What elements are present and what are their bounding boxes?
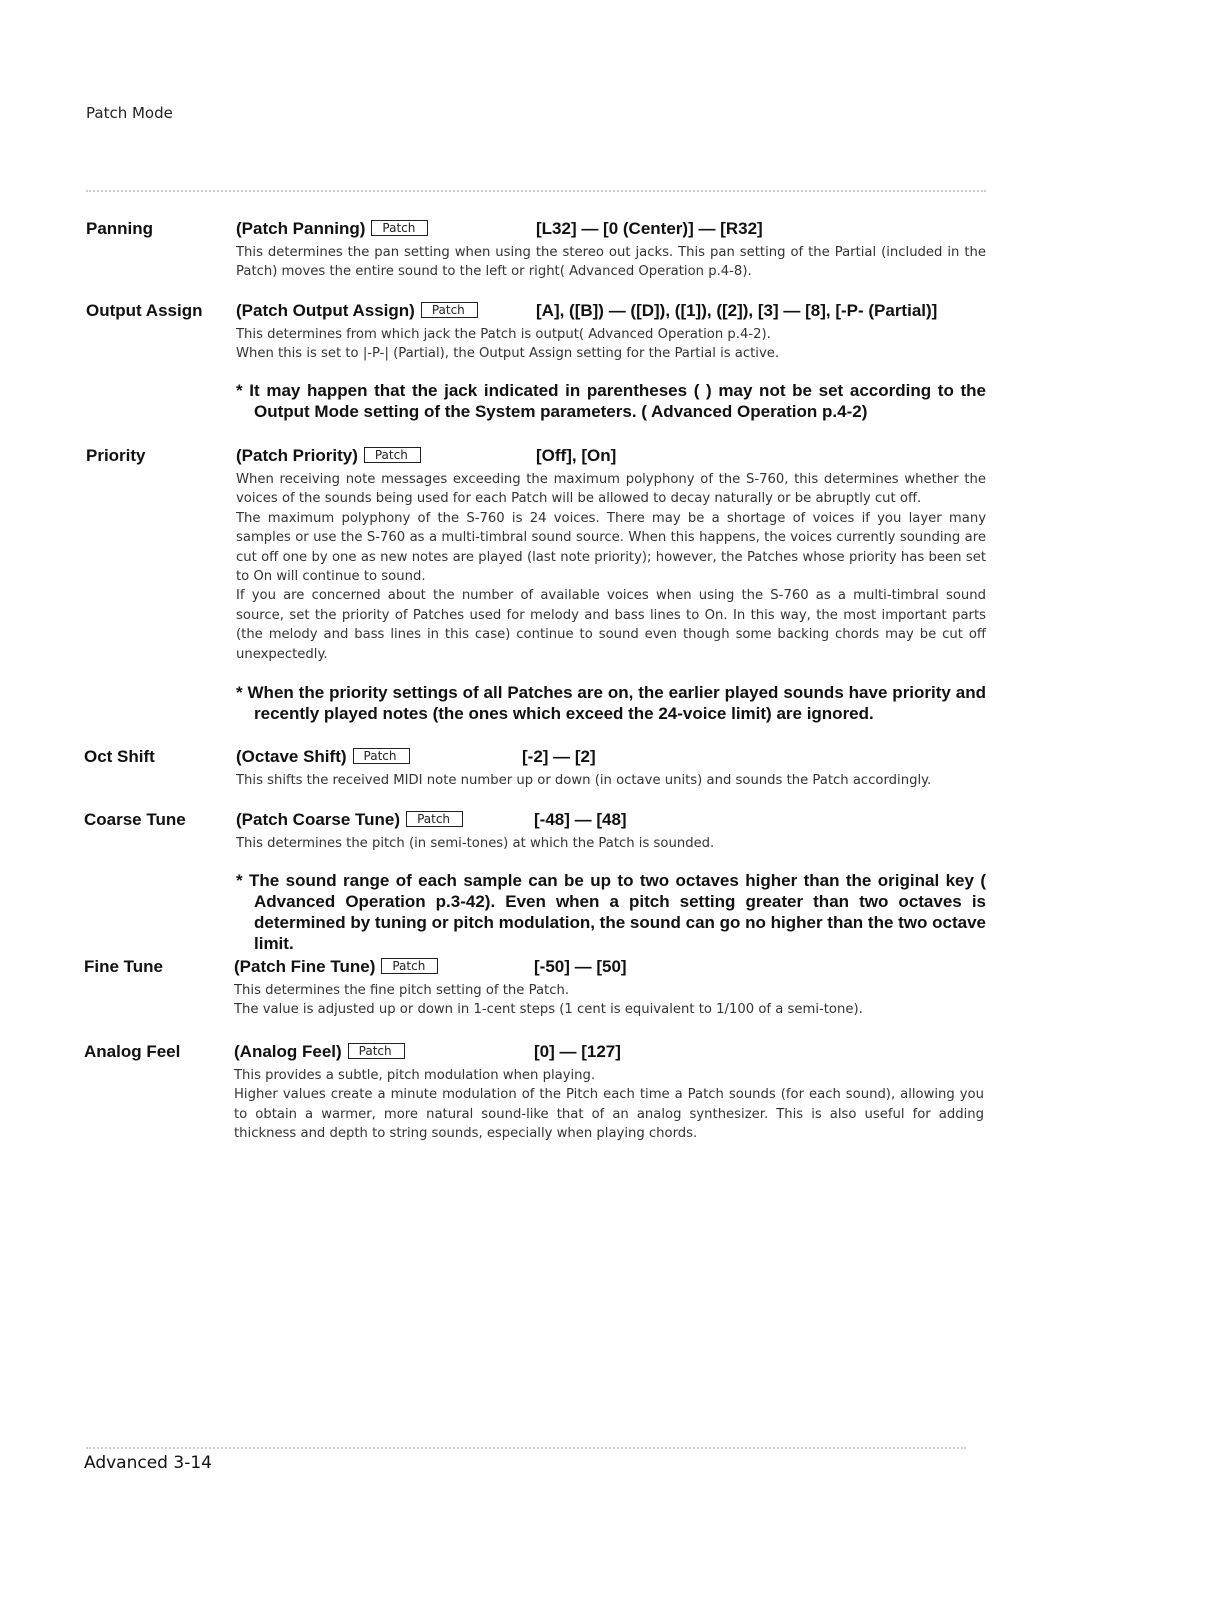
value-range: [Off], [On] [536, 446, 617, 465]
patch-badge: Patch [364, 447, 421, 463]
term-label: Priority [86, 446, 146, 465]
description-line: Higher values create a minute modulation of the Pitch each time a Patch sounds (for each sound), allowing you to obtain a warmer, more natural sound-like that of an analog synthesizer. This is also useful for adding thickness and depth to string sounds, especially when playing chords. [234, 1087, 984, 1142]
parameter-label: (Patch Coarse Tune) [236, 810, 401, 829]
description [236, 470, 986, 664]
parameter-name [236, 446, 421, 466]
top-divider [86, 190, 986, 192]
term-label: Analog Feel [84, 1042, 181, 1061]
description-line: The value is adjusted up or down in 1-cent steps (1 cent is equivalent to 1/100 of a semi-tone). [234, 1002, 863, 1018]
parameter-name [236, 747, 410, 767]
parameter-name [236, 301, 478, 321]
description-line: If you are concerned about the number of available voices when using the S-760 as a multi-timbral sound source, set the priority of Patches used for melody and bass lines to On. In this way, the most important parts (the melody and bass lines in this case) continue to sound even though some backing chords may be cut off unexpectedly. [236, 588, 986, 662]
value-range: [0] — [127] [534, 1042, 621, 1061]
note-priority: * When the priority settings of all Patches are on, the earlier played sounds have priority and recently played notes (the ones which exceed the 24-voice limit) are ignored. [236, 683, 986, 723]
parameter-name [234, 957, 438, 977]
value-range: [-48] — [48] [534, 810, 627, 829]
description-line: This determines from which jack the Patch is output( Advanced Operation p.4-2). [236, 327, 771, 342]
running-title: Patch Mode [86, 104, 173, 122]
description-line: The maximum polyphony of the S-760 is 24 voices. There may be a shortage of voices if you layer many samples or use the S-760 as a multi-timbral sound source. When this happens, the voices currently sounding are cut off one by one as new notes are played (last note priority); however, the Patches whose priority has been set to On will continue to sound. [236, 510, 986, 585]
term-label: Oct Shift [84, 747, 155, 766]
patch-badge: Patch [371, 220, 428, 236]
parameter-name [234, 1042, 405, 1062]
parameter-label: (Octave Shift) [236, 747, 347, 766]
term-label: Panning [86, 219, 154, 238]
value-range: [-2] — [2] [522, 747, 596, 766]
value-range: [-50] — [50] [534, 957, 627, 976]
description [234, 981, 984, 1020]
description-line: This shifts the received MIDI note number up or down (in octave units) and sounds the Patch accordingly. [236, 773, 932, 788]
note-sound-range: * The sound range of each sample can be up to two octaves higher than the original key ( Advanced Operation p.3-42). Even when a pitch setting greater than two octaves is determined by tuning or pitch modulation, the sound can go no higher than the two octave limit. [236, 871, 986, 953]
description-line: This determines the pitch (in semi-tones) at which the Patch is sounded. [236, 836, 715, 851]
parameter-label: (Patch Fine Tune) [234, 957, 376, 976]
value-range: [L32] — [0 (Center)] — [R32] [536, 219, 763, 238]
term-label: Coarse Tune [84, 810, 186, 829]
patch-badge: Patch [381, 958, 438, 974]
term-label: Output Assign [86, 301, 203, 320]
parameter-name [236, 810, 463, 830]
parameter-label: (Patch Panning) [236, 219, 366, 238]
page-number: Advanced 3-14 [84, 1453, 212, 1473]
patch-badge: Patch [421, 302, 478, 318]
term-label: Fine Tune [84, 957, 164, 976]
parameter-label: (Patch Output Assign) [236, 301, 415, 320]
patch-badge: Patch [353, 748, 410, 764]
description-line: This determines the fine pitch setting of the Patch. [234, 983, 570, 998]
parameter-label: (Analog Feel) [234, 1042, 342, 1061]
bottom-divider [86, 1447, 966, 1449]
description-line: This provides a subtle, pitch modulation when playing. [234, 1068, 596, 1083]
description [236, 243, 986, 282]
patch-badge: Patch [406, 811, 463, 827]
description-line: When receiving note messages exceeding the maximum polyphony of the S-760, this determines whether the voices of the sounds being used for each Patch will be allowed to decay naturally or be abruptly cut off. [236, 472, 986, 507]
patch-badge: Patch [348, 1043, 405, 1059]
note-output-mode: * It may happen that the jack indicated in parentheses ( ) may not be set according to the Output Mode setting of the System parameters. ( Advanced Operation p.4-2) [236, 381, 986, 421]
description [234, 1066, 984, 1144]
value-range: [A], ([B]) — ([D]), ([1]), ([2]), [3] — [8], [-P- (Partial)] [536, 301, 938, 320]
description [236, 325, 986, 364]
description [236, 771, 986, 790]
parameter-label: (Patch Priority) [236, 446, 358, 465]
description [236, 834, 986, 853]
description-line: When this is set to |-P-| (Partial), the Output Assign setting for the Partial is active. [236, 346, 780, 362]
description-line: This determines the pan setting when using the stereo out jacks. This pan setting of the Partial (included in the Patch) moves the entire sound to the left or right( Advanced Operation p.4-8). [236, 245, 986, 280]
parameter-name [236, 219, 428, 239]
